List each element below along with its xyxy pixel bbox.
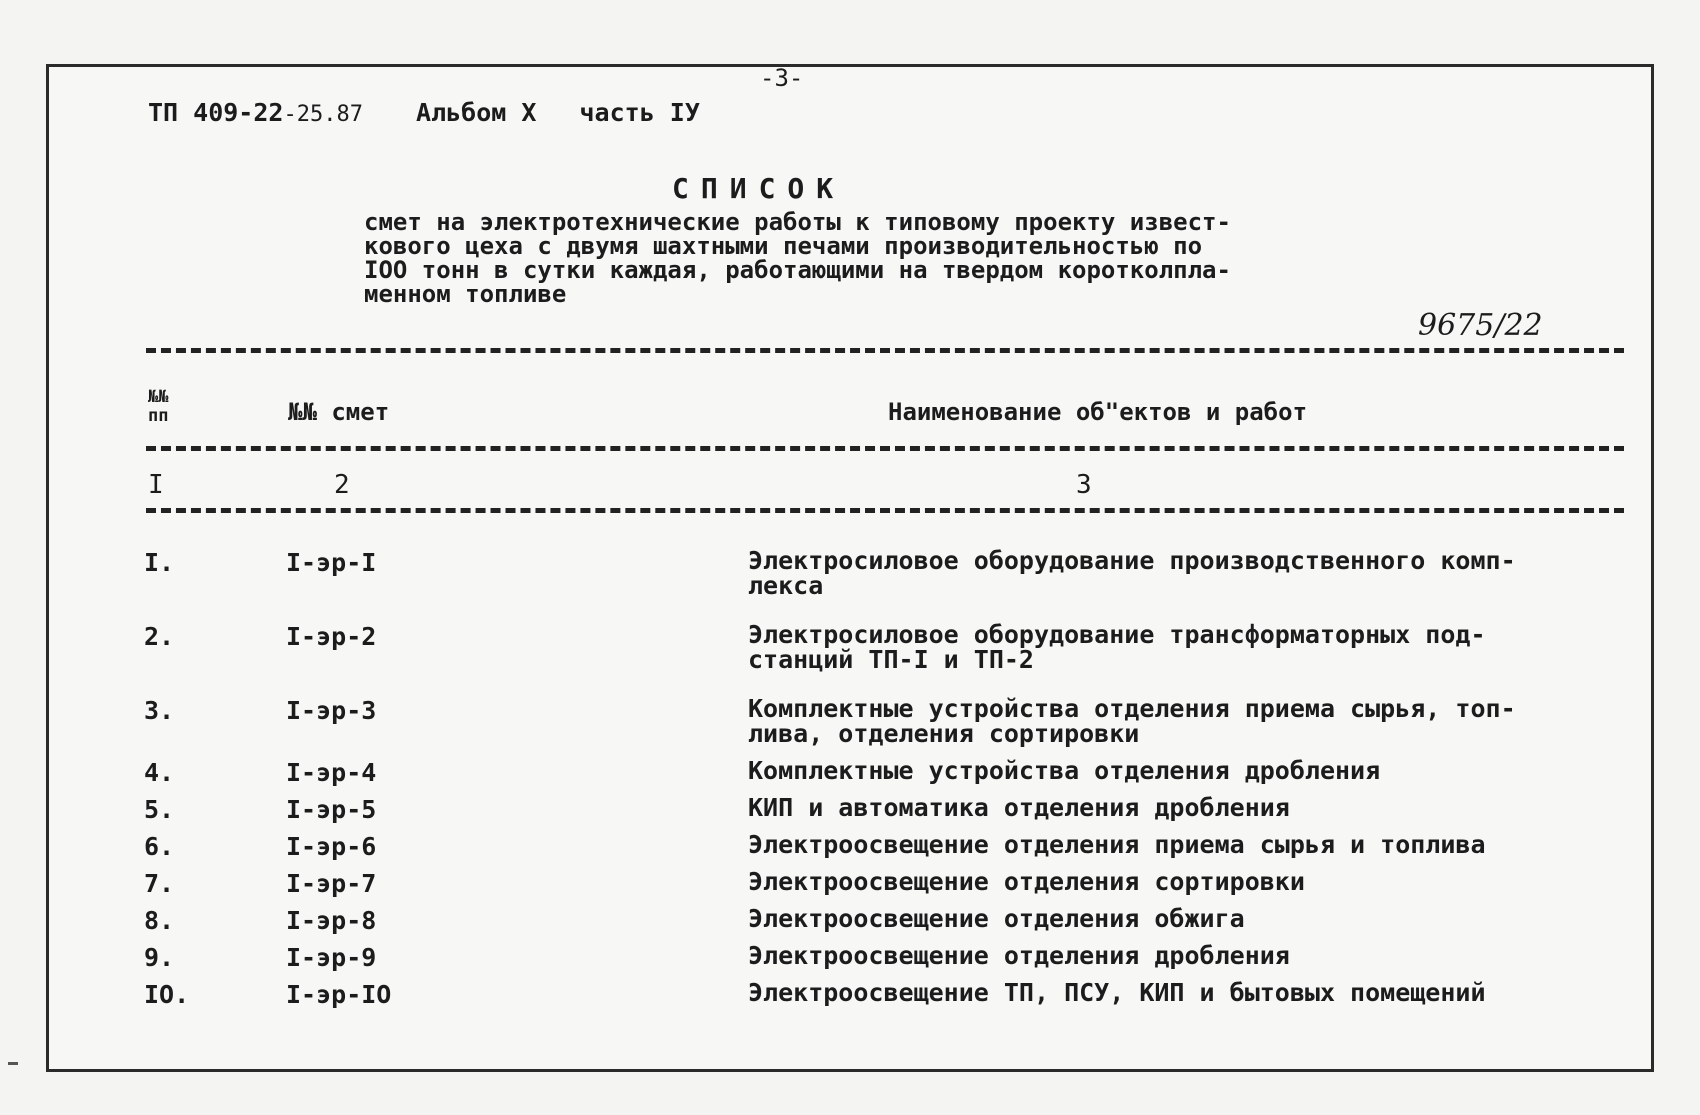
row-number: 3. <box>144 696 175 725</box>
handwritten-sheet-number: 9675/22 <box>1418 308 1543 343</box>
row-name: Комплектные устройства отделения приема сырья, топ- лива, отделения сортировки <box>748 694 1516 748</box>
page-number: -3- <box>760 64 804 92</box>
row-estimate: I-эр-8 <box>286 906 377 935</box>
row-number: 7. <box>144 869 175 898</box>
row-number: I. <box>144 548 175 577</box>
row-estimate: I-эр-IO <box>286 980 392 1009</box>
row-estimate: I-эр-2 <box>286 622 377 651</box>
header-rule <box>146 446 1624 451</box>
document-title: СПИСОК <box>672 172 846 205</box>
row-number: 9. <box>144 943 175 972</box>
row-name: Электроосвещение отделения дробления <box>748 941 1290 970</box>
row-number: 6. <box>144 832 175 861</box>
row-estimate: I-эр-7 <box>286 869 377 898</box>
row-number: 8. <box>144 906 175 935</box>
row-name: Электросиловое оборудование производственного комп- лекса <box>748 546 1516 600</box>
row-number: IO. <box>144 980 190 1009</box>
document-subtitle: смет на электротехнические работы к типовому проекту извест- кового цеха с двумя шахтными печами производительностью по IOO тонн в сутки каждая, работающими на твердом коротколпла- менном топливе <box>364 208 1231 308</box>
scan-edge-mark <box>8 1062 18 1065</box>
row-estimate: I-эр-5 <box>286 795 377 824</box>
document-reference <box>148 98 700 127</box>
doc-part: часть IУ <box>579 98 700 127</box>
row-name: КИП и автоматика отделения дробления <box>748 793 1290 822</box>
row-number: 4. <box>144 758 175 787</box>
column-number-2: 2 <box>334 470 350 500</box>
row-estimate: I-эр-3 <box>286 696 377 725</box>
column-number-3: 3 <box>1076 470 1092 500</box>
row-estimate: I-эр-9 <box>286 943 377 972</box>
row-name: Электросиловое оборудование трансформаторных под- станций ТП-I и ТП-2 <box>748 620 1486 674</box>
doc-code: ТП 409-22 <box>148 98 284 127</box>
row-estimate: I-эр-4 <box>286 758 377 787</box>
row-estimate: I-эр-I <box>286 548 377 577</box>
row-name: Электроосвещение отделения приема сырья и топлива <box>748 830 1486 859</box>
row-name: Электроосвещение отделения обжига <box>748 904 1245 933</box>
row-estimate: I-эр-6 <box>286 832 377 861</box>
row-name: Электроосвещение ТП, ПСУ, КИП и бытовых помещений <box>748 978 1486 1007</box>
row-number: 2. <box>144 622 175 651</box>
header-name: Наименование об"ектов и работ <box>888 398 1308 426</box>
doc-album: Альбом X <box>416 98 537 127</box>
header-num: №№ пп <box>148 387 169 426</box>
column-number-rule <box>146 508 1624 513</box>
column-number-1: I <box>148 470 164 500</box>
table-top-rule <box>146 348 1624 353</box>
row-name: Электроосвещение отделения сортировки <box>748 867 1305 896</box>
header-estimate: №№ смет <box>288 398 390 426</box>
row-number: 5. <box>144 795 175 824</box>
row-name: Комплектные устройства отделения дробления <box>748 756 1381 785</box>
doc-date: -25.87 <box>283 102 363 127</box>
